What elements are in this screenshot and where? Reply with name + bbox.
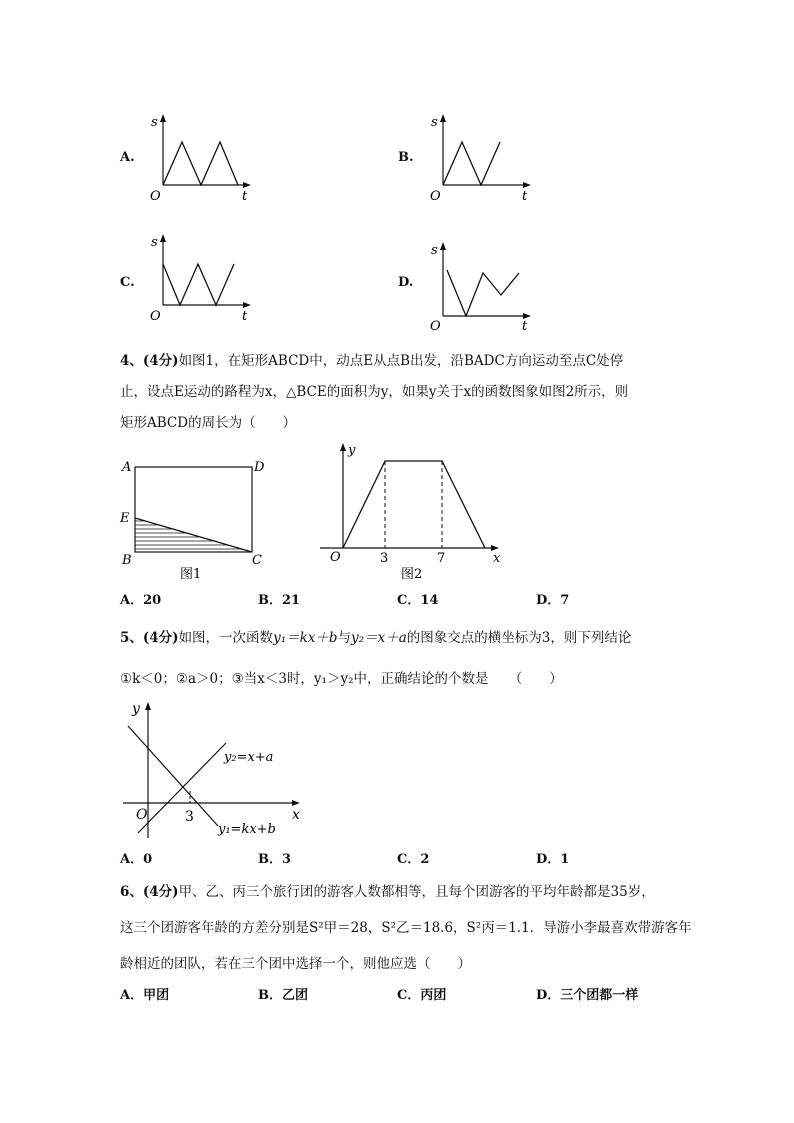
q5-choice-c: C．2: [397, 852, 430, 867]
point-d-label: D: [254, 460, 265, 475]
axis-label-y: y: [132, 701, 140, 717]
tick-label-3: 3: [185, 809, 194, 825]
origin-label: O: [330, 550, 341, 565]
q6-choice-a: A．甲团: [120, 988, 170, 1003]
origin-label: O: [150, 189, 161, 204]
q4-choice-c: C．14: [397, 593, 439, 608]
axis-label-t: t: [242, 309, 248, 324]
x-axis-arrow: [292, 800, 300, 806]
option-a-label: A.: [120, 150, 135, 165]
q5-choice-a: A．0: [120, 852, 153, 867]
x-axis-arrow: [243, 182, 251, 188]
q4-figure1: [115, 455, 275, 583]
q6-line1: [120, 883, 655, 901]
q5-line2: ①k＜0；②a＞0；③当x＜3时，y₁＞y₂中，正确结论的个数是 （ ）: [120, 671, 563, 687]
origin-label: O: [150, 309, 161, 324]
option-d-graph: [425, 240, 545, 335]
origin-label: O: [136, 807, 148, 823]
option-a-graph: [145, 112, 265, 207]
y-axis-arrow: [160, 234, 166, 242]
option-c-label: C.: [120, 275, 135, 290]
y-axis-arrow: [160, 114, 166, 122]
q5-eq2: y₂＝x＋a: [351, 630, 407, 646]
x-axis-arrow: [243, 302, 251, 308]
axis-label-s: s: [431, 115, 438, 130]
point-b-label: B: [122, 553, 132, 568]
y-axis-arrow: [340, 443, 346, 451]
figure1-caption: 图1: [180, 567, 202, 582]
point-e-label: E: [120, 511, 130, 526]
q5-choice-b: B．3: [258, 852, 292, 867]
tick-label-7: 7: [437, 551, 446, 566]
q5-line1: [120, 629, 631, 647]
q5-choice-d: D．1: [536, 852, 570, 867]
q5-number: 5、(4分): [120, 630, 179, 646]
graph-line: [163, 264, 234, 305]
axis-label-x: x: [493, 551, 501, 566]
graph-line: [343, 461, 485, 548]
y-axis-arrow: [145, 702, 151, 710]
figure2-caption: 图2: [401, 567, 423, 582]
q6-line2: 这三个团游客年龄的方差分别是S²甲＝28，S²乙＝18.6，S²丙＝1.1．导游小李最喜欢带游客年: [120, 920, 692, 936]
axis-label-t: t: [522, 319, 528, 334]
axis-label-s: s: [151, 235, 158, 250]
q4-choice-d: D．7: [536, 593, 570, 608]
origin-label: O: [430, 189, 441, 204]
q4-figure2: [318, 440, 508, 585]
q6-number: 6、(4分): [120, 884, 179, 900]
q5-figure: [118, 698, 308, 843]
y-axis-arrow: [440, 242, 446, 250]
q4-choice-a: A．20: [120, 593, 162, 608]
y-axis-arrow: [440, 114, 446, 122]
tick-label-3: 3: [380, 551, 389, 566]
label-y2: y₂=x+a: [224, 750, 274, 765]
option-c-graph: [145, 232, 265, 327]
q5-text-pre: 如图，一次函数: [178, 630, 274, 646]
q6-choice-c: C．丙团: [397, 988, 447, 1003]
q4-line1: [120, 352, 623, 370]
point-c-label: C: [252, 553, 262, 568]
rectangle-abcd: [135, 467, 252, 552]
axis-label-s: s: [431, 243, 438, 258]
q4-choice-b: B．21: [258, 593, 301, 608]
point-a-label: A: [122, 460, 132, 475]
q6-line3: 龄相近的团队，若在三个团中选择一个，则他应选（ ）: [120, 956, 471, 972]
q4-text-line1: 如图1，在矩形ABCD中，动点E从点B出发，沿BADC方向运动至点C处停: [178, 353, 624, 369]
segment-ec: [135, 518, 252, 552]
option-d-label: D.: [398, 275, 414, 290]
axis-label-t: t: [242, 189, 248, 204]
graph-line: [163, 142, 238, 185]
q4-number: 4、(4分): [120, 353, 179, 369]
q5-text-post: 的图象交点的横坐标为3，则下列结论: [406, 630, 632, 646]
axis-label-t: t: [522, 189, 528, 204]
axis-label-s: s: [151, 115, 158, 130]
graph-line: [443, 142, 500, 185]
option-b-label: B.: [398, 150, 414, 165]
q5-eq1: y₁＝kx＋b: [273, 630, 338, 646]
origin-label: O: [430, 319, 441, 334]
axis-label-y: y: [348, 443, 356, 458]
q5-text-mid: 与: [337, 630, 352, 646]
q6-choice-d: D．三个团都一样: [536, 988, 639, 1003]
label-y1: y₁=kx+b: [218, 822, 276, 837]
q6-choice-b: B．乙团: [258, 988, 308, 1003]
q4-line2: 止，设点E运动的路程为x，△BCE的面积为y，如果y关于x的函数图象如图2所示，则: [120, 384, 629, 400]
graph-line: [447, 270, 519, 316]
option-b-graph: [425, 112, 545, 207]
q4-line3: 矩形ABCD的周长为（ ）: [120, 415, 297, 431]
axis-label-x: x: [292, 807, 300, 823]
x-axis-arrow: [523, 182, 531, 188]
q6-text-line1: 甲、乙、丙三个旅行团的游客人数都相等，且每个团游客的平均年龄都是35岁，: [178, 884, 655, 900]
